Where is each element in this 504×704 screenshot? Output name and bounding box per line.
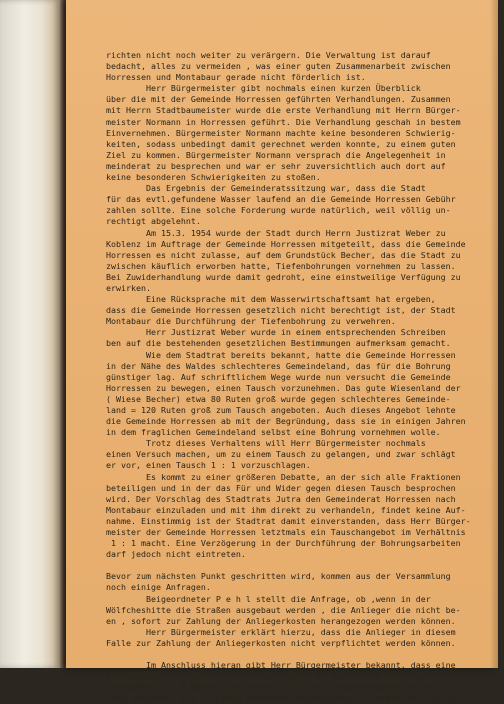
text-line: Wie dem Stadtrat bereits bekannt, hatte die Gemeinde Horressen [106,349,456,360]
text-line: erwirken. [106,282,151,293]
text-line: Einvernehmen. Bürgermeister Normann machte keine besonderen Schwierig- [106,127,456,138]
text-line: zwischen käuflich erworben hatte, Tiefenbohrungen vornehmen zu lassen. [106,260,456,271]
text-line: mit Herrn Stadtbaumeister wurde die erste Verhandlung mit Herrn Bürger- [106,105,461,116]
text-line: richten nicht noch weiter zu verärgern. Die Verwaltung ist darauf [106,50,431,60]
text-line: ben auf die bestehenden gesetzlichen Bestimmungen aufmerksam gemacht. [106,338,451,349]
text-line [106,649,496,660]
page-right-shadow [490,0,498,668]
text-line: Ziel zu kommen. Bürgermeister Normann versprach die Angelegenheit in [106,149,446,160]
text-line: Wölfcheshitte die Straßen ausgebaut werden , die Anlieger die nicht be- [106,604,461,615]
text-line: zahlen sollte. Eine solche Forderung wurde natürlich, weil völlig un- [106,205,451,216]
text-line: die Gemeinde Horressen ab mit der Begründung, dass sie in einigen Jahren [106,416,466,427]
text-line: noch einige Anfragen. [106,582,211,593]
text-line: nahme. Einstimmig ist der Stadtrat damit einverstanden, dass Herr Bürger- [106,515,471,526]
text-line: einen Versuch machen, um zu einem Tausch zu gelangen, und zwar schlägt [106,449,456,460]
text-line: Horressen zu bewegen, einen Tausch vorzunehmen. Das gute Wiesenland der [106,382,461,393]
text-line: Falle zur Zahlung der Anliegerkosten nicht verpflichtet werden können. [106,637,456,648]
text-line: in dem fraglichen Gemeindeland selbst eine Bohrung vornehmen wolle. [106,427,441,438]
text-line: für das evtl.gefundene Wasser laufend an die Gemeinde Horressen Gebühr [106,194,456,205]
text-line: Herr Bürgermeister erklärt hierzu, dass die Anlieger in diesem [106,626,456,637]
text-line: Montabaur einzuladen und mit ihm direkt zu verhandeln, findet keine Auf- [106,504,466,515]
text-line: 1 : 1 macht. Eine Verzögerung in der Durchführung der Bohrungsarbeiten [106,538,461,549]
text-line: Trotz dieses Verhaltens will Herr Bürgermeister nochmals [106,438,426,449]
text-line: wird. Der Vorschlag des Stadtrats Jutra den Gemeinderat Horressen nach [106,493,456,504]
text-line: beteiligen und in der das Für und Wider gegen diesen Tausch besprochen [106,482,456,493]
text-line: er vor, einen Tausch 1 : 1 vorzuschlagen. [106,460,311,471]
text-line: Eine Rücksprache mit dem Wasserwirtschaftsamt hat ergeben, [106,294,436,305]
text-line: Montabaur die Durchführung der Tiefenbohrung zu verwehren. [106,316,396,327]
text-line: Im Anschluss hieran gibt Herr Bürgermeister bekannt, dass eine [106,660,456,671]
text-line: in der Nähe des Waldes schlechteres Gemeindeland, das für die Bohrung [106,360,451,371]
text-line: Das Ergebnis der Gemeinderatssitzung war, dass die Stadt [106,183,426,194]
text-line: keine besonderen Schwierigkeiten zu stoßen. [106,172,321,183]
text-line: Horressen und Montabaur gerade nicht förderlich ist. [106,72,366,83]
text-line: über die mit der Gemeinde Horressen geführten Verhandlungen. Zusammen [106,94,451,105]
text-line: doch ablehnen, die in Frage kommenden Grundstücke zu verkaufen. Die Ge- [106,693,461,704]
text-line: meinderat zu besprechen und war er sehr zuversichtlich auch dort auf [106,160,446,171]
text-line: ( Wiese Becher) etwa 80 Ruten groß wurde gegen schlechteres Gemeinde- [106,393,451,404]
text-line: keiten, sodass unbedingt damit gerechnet werden konnte, zu einem guten [106,138,456,149]
text-line: Beigeordneter P e h l stellt die Anfrage, ob ,wenn in der [106,593,431,604]
text-line: Siedlungsgesellschaft in der Jahnstrasse, wo Wasser und Kanalisation [106,671,446,682]
text-line: dass die Gemeinde Horressen gesetzlich nicht berechtigt ist, der Stadt [106,305,456,316]
paragraph-gap [106,560,496,571]
text-line: en , sofort zur Zahlung der Anliegerkosten herangezogen werden können. [106,615,456,626]
typed-text-body [106,50,496,704]
text-line: Horressen es nicht zulasse, auf dem Grundstück Becher, das die Stadt zu [106,249,461,260]
text-line: Es kommt zu einer größeren Debatte, an der sich alle Fraktionen [106,471,461,482]
text-line: Herr Justizrat Weber wurde in einem entsprechenden Schreiben [106,327,446,338]
text-line: meister der Gemeinde Horressen letztmals ein Tauschangebot im Verhältnis [106,527,466,538]
text-line: Herr Bürgermeister gibt nochmals einen kurzen Überblick [106,83,421,94]
previous-page-edge [0,0,60,668]
text-line: Koblenz im Auftrage der Gemeinde Horressen mitgeteilt, dass die Gemeinde [106,238,466,249]
text-line: bedacht, alles zu vermeiden , was einer guten Zusammenarbeit zwischen [106,61,451,72]
text-line: meister Normann in Horressen geführt. Die Verhandlung geschah in bestem [106,116,461,127]
text-line: darf jedoch nicht eintreten. [106,549,246,560]
document-page [66,0,498,704]
text-line: rechtigt abgelehnt. [106,216,201,227]
text-line: günstiger lag. Auf schriftlichem Wege wurde nun versucht die Gemeinde [106,371,451,382]
text-line: Am 15.3. 1954 wurde der Stadt durch Herrn Justizrat Weber zu [106,227,446,238]
text-line: Bevor zum nächsten Punkt geschritten wird, kommen aus der Versammlung [106,571,451,582]
text-line: Bei Zuwiderhandlung wurde damit gedroht, eine einstweilige Verfügung zu [106,271,461,282]
text-line: land = 120 Ruten groß zum Tausch angeboten. Auch dieses Angebot lehnte [106,405,456,415]
text-line: vorhanden ist, 8 Häuser errichten will, die Grundstücksbesitzer es je- [106,682,456,693]
